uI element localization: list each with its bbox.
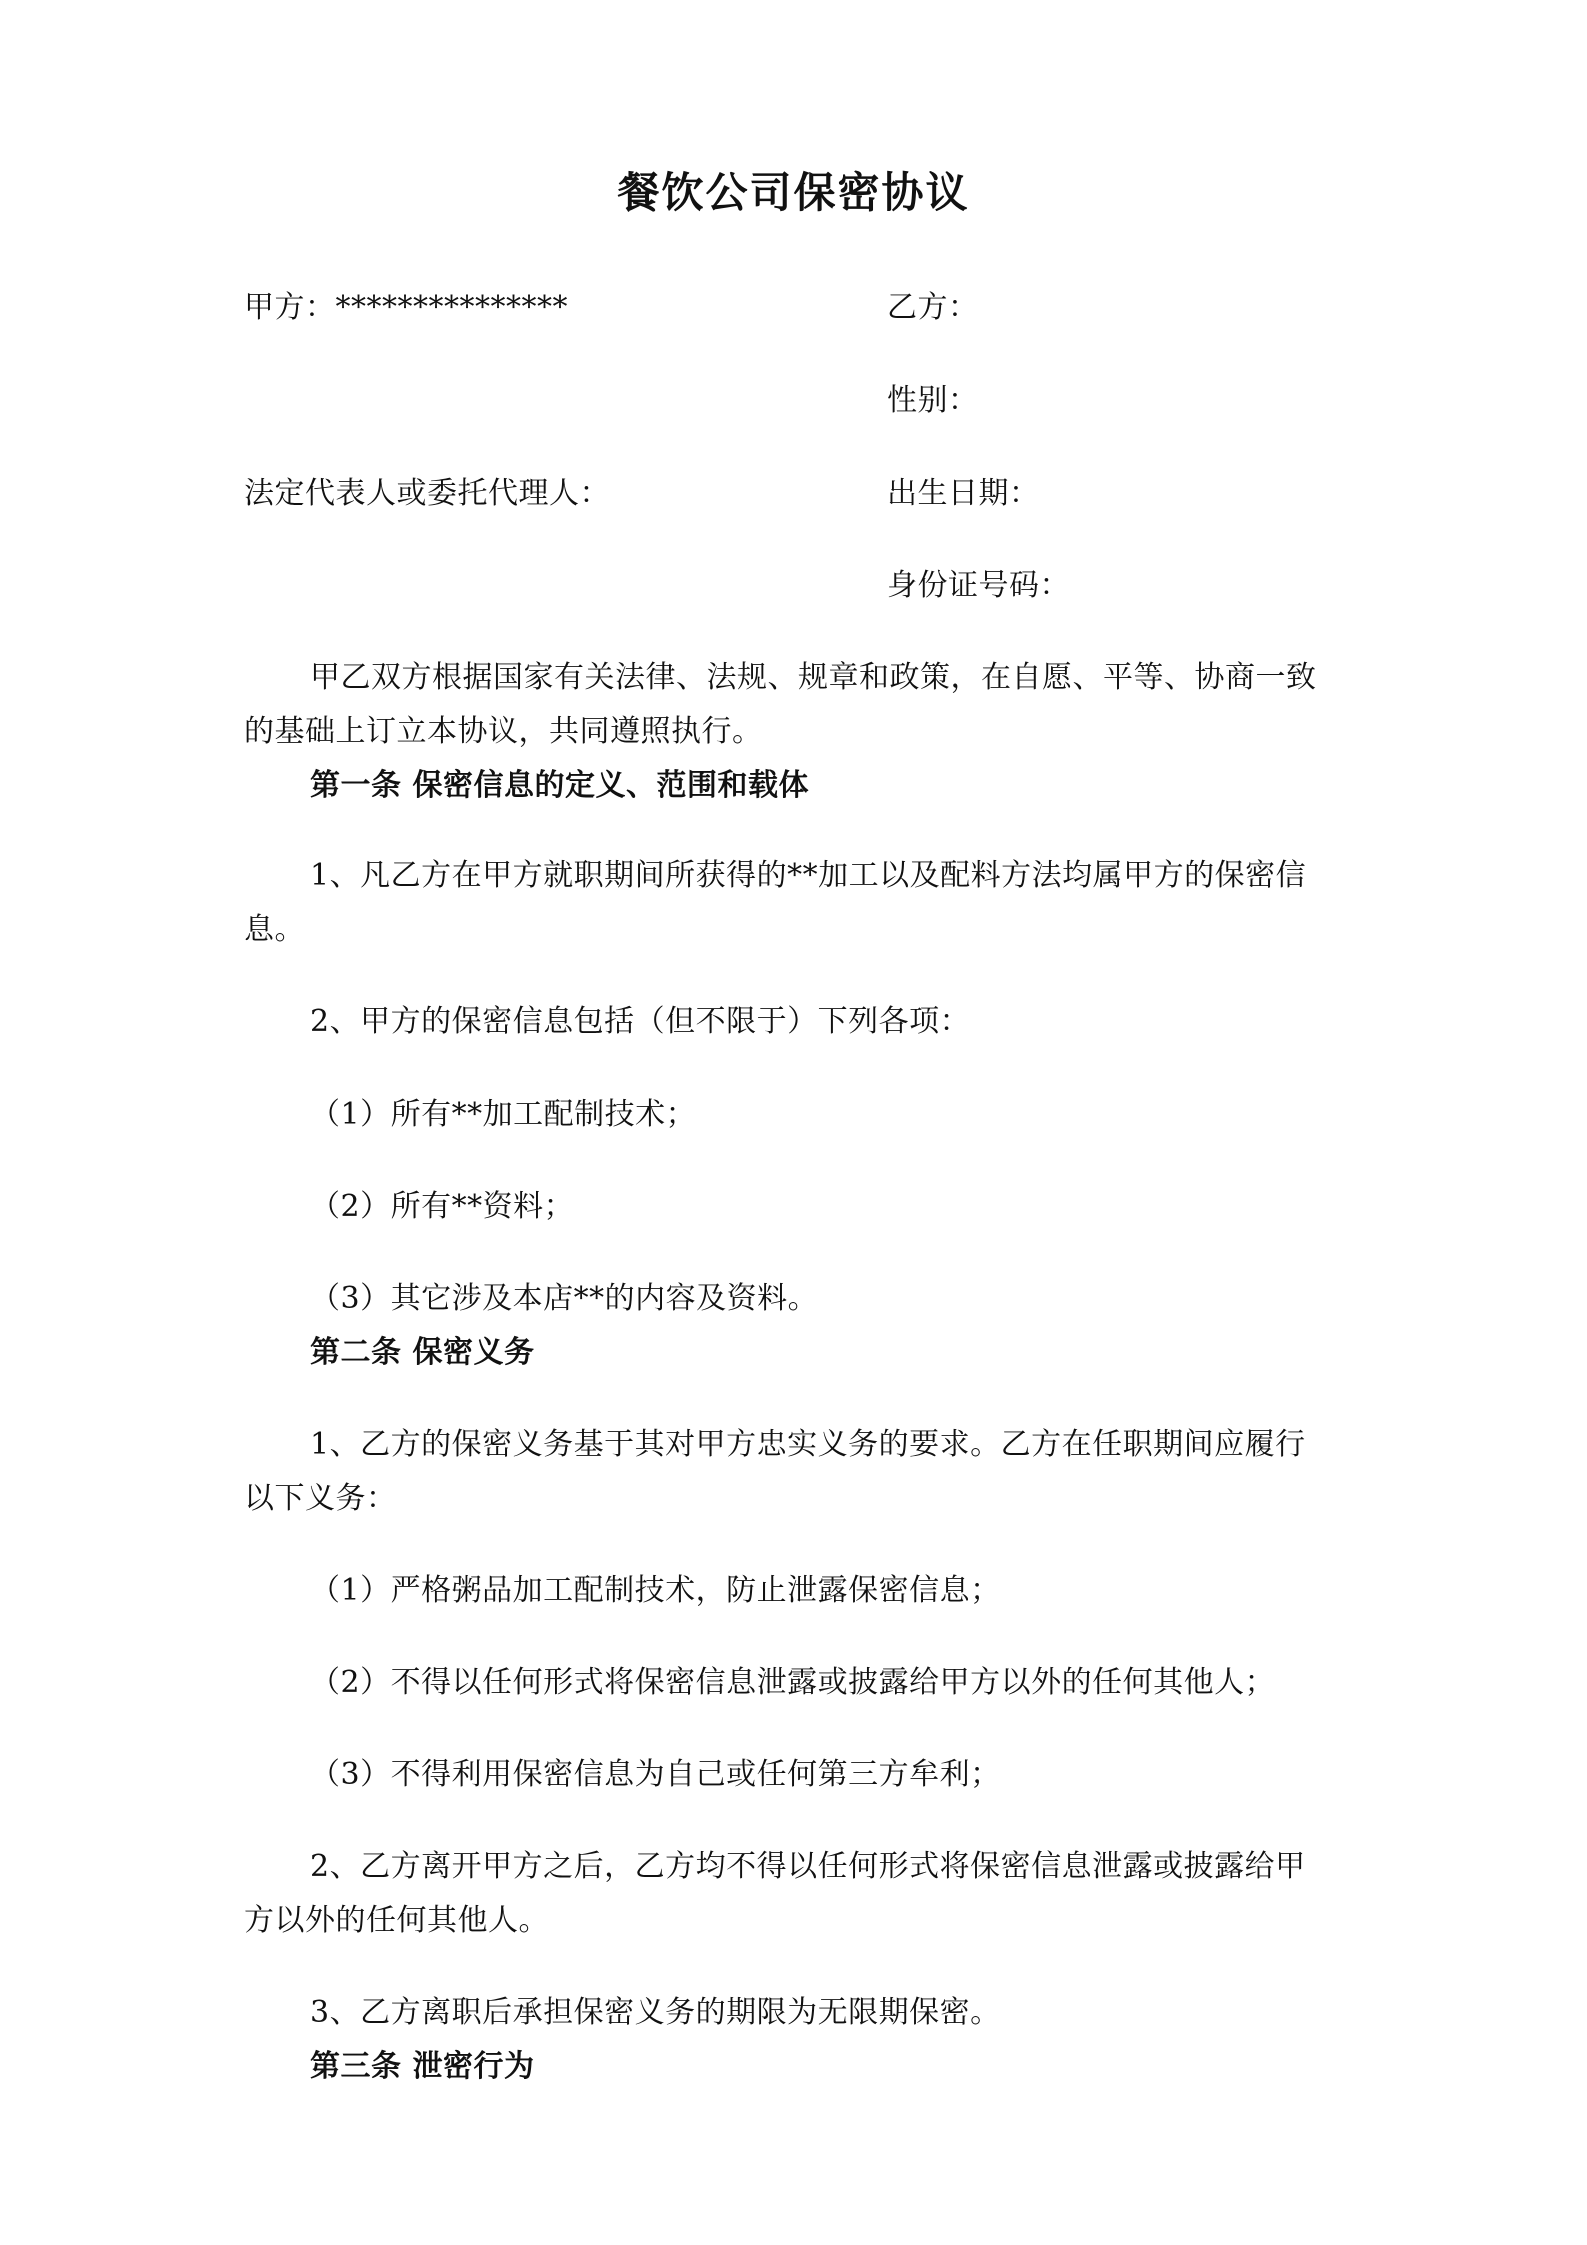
article-3-heading: 第三条 泄密行为 bbox=[310, 2049, 535, 2084]
article-1-item: （1）所有**加工配制技术； bbox=[310, 1097, 697, 1132]
article-1-clause-2: 2、甲方的保密信息包括（但不限于）下列各项： bbox=[310, 1004, 971, 1039]
birth-date-label: 出生日期： bbox=[887, 476, 1040, 511]
article-2-clause-1-line: 以下义务： bbox=[244, 1481, 397, 1516]
party-b-label: 乙方： bbox=[887, 290, 979, 325]
gender-label: 性别： bbox=[887, 383, 979, 418]
party-a-label: 甲方：*************** bbox=[244, 290, 568, 325]
document-title: 餐饮公司保密协议 bbox=[617, 168, 970, 217]
article-1-heading: 第一条 保密信息的定义、范围和载体 bbox=[310, 768, 809, 803]
article-2-clause-3: 3、乙方离职后承担保密义务的期限为无限期保密。 bbox=[310, 1995, 1001, 2030]
article-1-item: （2）所有**资料； bbox=[310, 1189, 575, 1224]
intro-paragraph-line: 的基础上订立本协议，共同遵照执行。 bbox=[244, 714, 763, 749]
article-2-item: （1）严格粥品加工配制技术，防止泄露保密信息； bbox=[310, 1573, 1001, 1608]
legal-representative-label: 法定代表人或委托代理人： bbox=[244, 476, 610, 511]
article-2-clause-2-line: 2、乙方离开甲方之后，乙方均不得以任何形式将保密信息泄露或披露给甲 bbox=[310, 1849, 1306, 1884]
article-1-clause-1-line: 息。 bbox=[244, 912, 305, 947]
article-2-clause-1-line: 1、乙方的保密义务基于其对甲方忠实义务的要求。乙方在任职期间应履行 bbox=[310, 1427, 1306, 1462]
article-1-clause-1-line: 1、凡乙方在甲方就职期间所获得的**加工以及配料方法均属甲方的保密信 bbox=[310, 858, 1307, 893]
id-number-label: 身份证号码： bbox=[887, 568, 1070, 603]
article-2-item: （2）不得以任何形式将保密信息泄露或披露给甲方以外的任何其他人； bbox=[310, 1665, 1276, 1700]
article-2-heading: 第二条 保密义务 bbox=[310, 1335, 535, 1370]
article-2-clause-2-line: 方以外的任何其他人。 bbox=[244, 1903, 549, 1938]
article-2-item: （3）不得利用保密信息为自己或任何第三方牟利； bbox=[310, 1757, 1001, 1792]
intro-paragraph-line: 甲乙双方根据国家有关法律、法规、规章和政策，在自愿、平等、协商一致 bbox=[310, 660, 1317, 695]
article-1-item: （3）其它涉及本店**的内容及资料。 bbox=[310, 1281, 819, 1316]
